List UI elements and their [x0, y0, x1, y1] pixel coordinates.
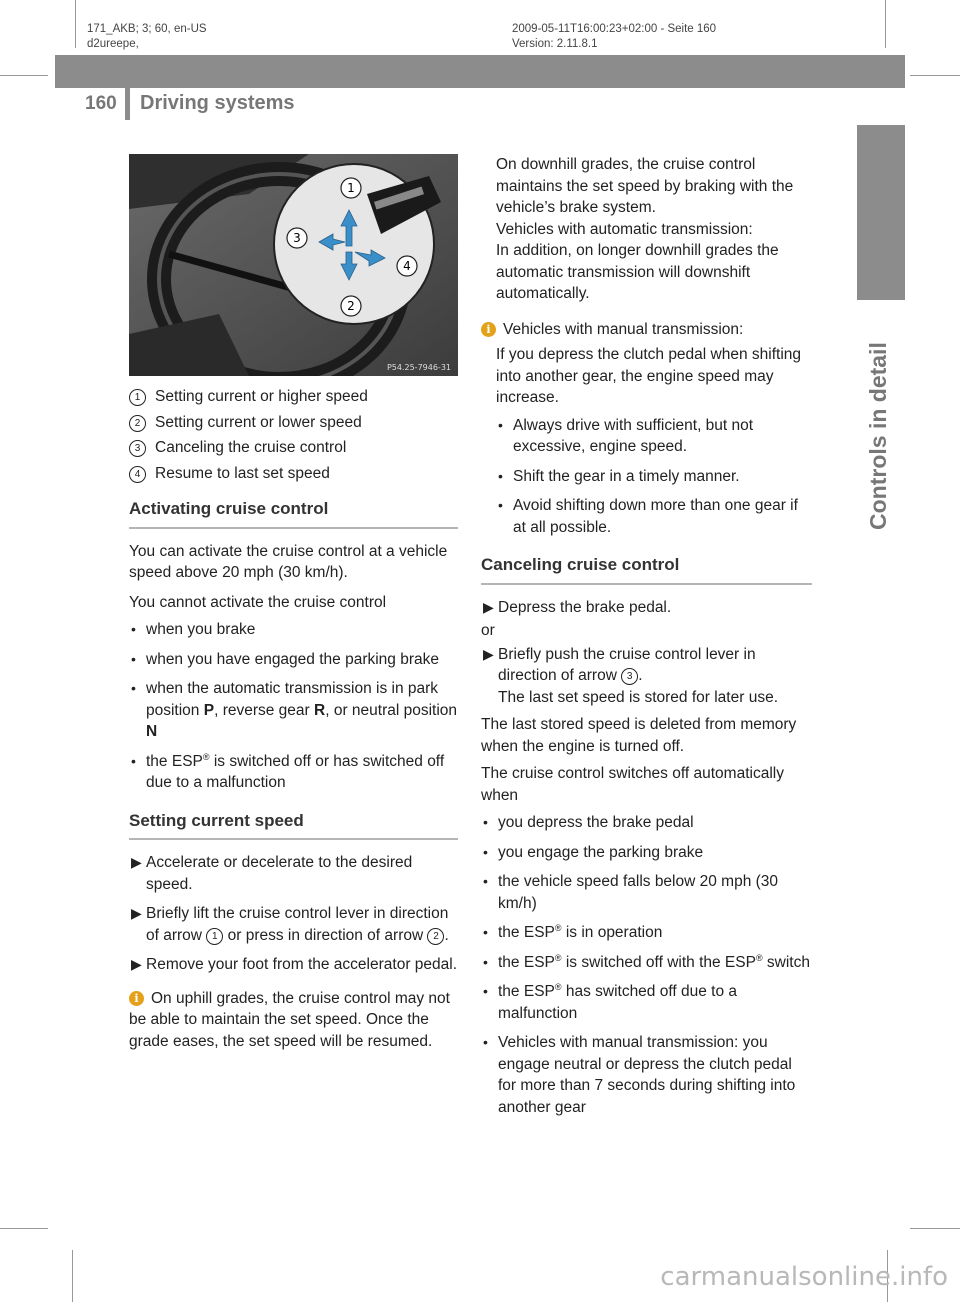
section-heading: Activating cruise control	[129, 498, 458, 529]
bullet-item	[496, 415, 812, 458]
page-number: 160	[85, 93, 117, 114]
legend-item	[129, 437, 458, 459]
paragraph: The cruise control switches off automatically when	[481, 765, 784, 804]
crop-mark	[885, 0, 886, 48]
bullet-icon: •	[483, 814, 488, 830]
or-text: or	[481, 622, 495, 639]
bullet-icon: •	[498, 467, 503, 484]
bullet-text: is switched off with the ESP	[561, 953, 756, 971]
step-item	[481, 644, 812, 687]
callout-number: 2	[347, 299, 355, 313]
crop-mark	[72, 1250, 73, 1302]
bullet-text: , reverse gear	[214, 701, 315, 719]
section-heading: Canceling cruise control	[481, 554, 812, 585]
bullet-text: the vehicle speed falls below 20 mph (30 km/h)	[498, 873, 779, 912]
callout-marker: 2	[427, 928, 444, 945]
crop-mark	[0, 1228, 48, 1229]
bullet-text: when you brake	[146, 621, 256, 638]
side-tab-label: Controls in detail	[865, 342, 891, 530]
gear-r: R	[314, 701, 326, 719]
step-text: Depress the brake pedal.	[498, 598, 672, 616]
bullet-icon: •	[483, 1034, 488, 1050]
bullet-icon: •	[131, 752, 136, 769]
bullet-text: Shift the gear in a timely manner.	[513, 467, 740, 485]
bullet-item	[129, 619, 458, 641]
legend-text: Resume to last set speed	[155, 464, 330, 482]
bullet-item	[481, 981, 812, 1024]
step-item	[481, 597, 812, 619]
callout-number: 4	[403, 259, 411, 273]
bullet-item	[481, 922, 812, 944]
cruise-control-illustration	[129, 154, 458, 376]
bullet-item	[129, 649, 458, 671]
registered-mark: ®	[554, 981, 562, 992]
legend-item	[129, 412, 458, 434]
bullet-icon: •	[483, 843, 488, 860]
step-item	[129, 852, 458, 895]
print-meta-line: 2009-05-11T16:00:23+02:00 - Seite 160	[512, 23, 717, 35]
bullet-item	[481, 1032, 812, 1118]
bullet-icon: •	[498, 416, 503, 433]
bullet-text: Avoid shifting down more than one gear if at all possible.	[513, 497, 798, 536]
paragraph: If you depress the clutch pedal when shifting into another gear, the engine speed may increase.	[496, 346, 802, 406]
bullet-text: when the automatic transmission is in park position	[146, 680, 439, 719]
step-arrow-icon: ▶	[483, 598, 494, 615]
bullet-text: you depress the brake pedal	[498, 814, 694, 831]
bullet-icon: •	[131, 621, 136, 637]
bullet-item	[496, 495, 812, 538]
bullet-text: the ESP	[498, 924, 555, 941]
watermark: carmanualsonline.info	[660, 1262, 948, 1292]
bullet-icon: •	[131, 680, 136, 696]
figure-code: P54.25-7946-31	[386, 363, 451, 372]
bullet-item	[481, 812, 812, 834]
registered-mark: ®	[755, 952, 763, 963]
step-arrow-icon: ▶	[131, 905, 142, 921]
crop-mark	[910, 1228, 960, 1229]
bullet-item	[481, 871, 812, 914]
info-text: Vehicles with manual transmission:	[503, 320, 744, 338]
print-meta-left	[87, 22, 207, 52]
crop-mark	[0, 75, 48, 76]
paragraph: Vehicles with automatic transmission:	[496, 220, 753, 238]
section-heading: Setting current speed	[129, 810, 458, 841]
info-note	[129, 988, 458, 1053]
bullet-text: has switched off due to a malfunction	[498, 983, 738, 1022]
bullet-item	[129, 678, 458, 743]
paragraph: The last stored speed is deleted from memory when the engine is turned off.	[481, 716, 797, 755]
step-text: Remove your foot from the accelerator pedal.	[146, 956, 458, 973]
info-icon: i	[481, 322, 496, 337]
bullet-icon: •	[498, 497, 503, 513]
step-result: The last set speed is stored for later use.	[498, 688, 778, 706]
bullet-text: is switched off or has switched off due to a malfunction	[146, 752, 445, 791]
legend-text: Setting current or lower speed	[155, 413, 362, 431]
callout-marker: 4	[129, 466, 146, 483]
registered-mark: ®	[202, 751, 210, 762]
gear-p: P	[203, 701, 215, 719]
bullet-icon: •	[131, 650, 136, 667]
bullet-text: , or neutral position	[325, 701, 458, 719]
info-text: On uphill grades, the cruise control may not be able to maintain the set speed. Once the grade eases, the set speed will be resumed.	[129, 989, 450, 1050]
bullet-icon: •	[483, 953, 488, 970]
step-item	[129, 954, 458, 976]
step-text: or press in direction of arrow	[223, 926, 428, 944]
bullet-text: Vehicles with manual transmission: you engage neutral or depress the clutch pedal for more than 7 seconds during shifting into another gear	[498, 1034, 796, 1116]
step-text: Briefly push the cruise control lever in direction of arrow	[498, 645, 756, 684]
paragraph: On downhill grades, the cruise control maintains the set speed by braking with the vehicle’s brake system.	[496, 156, 794, 216]
bullet-text: is in operation	[561, 924, 663, 941]
bullet-icon: •	[483, 873, 488, 889]
bullet-text: you engage the parking brake	[498, 843, 704, 861]
info-body	[481, 344, 812, 538]
step-arrow-icon: ▶	[131, 854, 142, 870]
callout-marker: 1	[129, 389, 146, 406]
bullet-item	[481, 842, 812, 864]
crop-mark	[75, 0, 76, 48]
bullet-item	[481, 952, 812, 974]
step-item	[129, 903, 458, 946]
bullet-text: switch	[762, 953, 810, 971]
print-meta-right	[512, 22, 716, 52]
callout-number: 3	[293, 231, 301, 245]
print-meta-line: 171_AKB; 3; 60, en-US	[87, 23, 207, 35]
step-arrow-icon: ▶	[131, 956, 142, 972]
print-meta-line: d2ureepe,	[87, 38, 139, 50]
bullet-text: the ESP	[146, 752, 203, 770]
legend-text: Setting current or higher speed	[155, 388, 368, 405]
bullet-text: Always drive with sufficient, but not excessive, engine speed.	[513, 416, 754, 455]
callout-marker: 1	[206, 928, 223, 945]
bullet-item	[496, 466, 812, 488]
bullet-icon: •	[483, 924, 488, 940]
left-column	[129, 386, 458, 1060]
paragraph: You cannot activate the cruise control	[129, 593, 387, 611]
cruise-control-figure	[129, 154, 458, 376]
legend-item	[129, 386, 458, 408]
legend-text: Canceling the cruise control	[155, 439, 347, 456]
downhill-block	[481, 154, 812, 305]
info-note	[481, 319, 812, 341]
callout-marker: 2	[129, 415, 146, 432]
info-icon: i	[129, 991, 144, 1006]
callout-marker: 3	[129, 440, 146, 457]
print-meta-line: Version: 2.11.8.1	[512, 38, 598, 50]
bullet-item	[129, 751, 458, 794]
registered-mark: ®	[554, 952, 562, 963]
side-tab-label-wrap	[835, 320, 925, 740]
chapter-title: Driving systems	[140, 92, 295, 114]
step-arrow-icon: ▶	[483, 645, 494, 662]
callout-number: 1	[347, 181, 355, 195]
side-tab	[857, 125, 905, 300]
bullet-text: when you have engaged the parking brake	[146, 650, 439, 668]
step-text: .	[638, 667, 643, 684]
legend-item	[129, 463, 458, 485]
callout-marker: 3	[621, 668, 638, 685]
registered-mark: ®	[554, 922, 562, 933]
right-column	[481, 154, 812, 1126]
step-text: Accelerate or decelerate to the desired speed.	[146, 854, 413, 893]
step-text: .	[444, 926, 449, 944]
paragraph: In addition, on longer downhill grades the automatic transmission will downshift automatically.	[496, 242, 779, 302]
paragraph: You can activate the cruise control at a vehicle speed above 20 mph (30 km/h).	[129, 542, 448, 581]
step-text: Briefly lift the cruise control lever in direction of arrow	[146, 905, 449, 944]
bullet-text: the ESP	[498, 953, 555, 971]
bullet-icon: •	[483, 983, 488, 999]
bullet-text: the ESP	[498, 983, 555, 1000]
gear-n: N	[146, 723, 158, 740]
crop-mark	[910, 75, 960, 76]
